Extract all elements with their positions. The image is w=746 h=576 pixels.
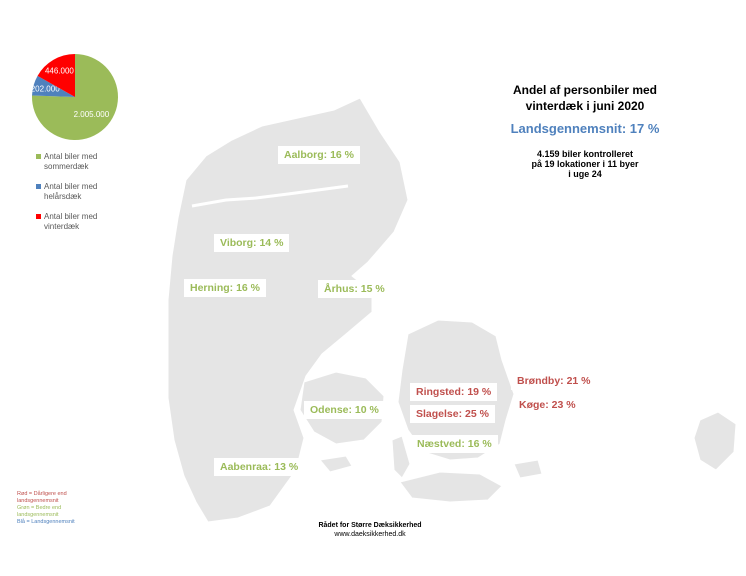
- lolland-landmass: [400, 472, 502, 502]
- city-label-herning: Herning: 16 %: [184, 279, 266, 297]
- note-blue: Blå = Landsgennemsnit: [17, 519, 75, 525]
- color-key-note: [17, 491, 87, 526]
- legend-swatch-winter: [36, 214, 41, 219]
- pie-value-label-winter: 446.000: [44, 66, 74, 76]
- legend-item-winter: [36, 212, 126, 232]
- page-title: [470, 82, 700, 114]
- pie-value-label-summer: 2.005.000: [73, 110, 110, 120]
- city-label-odense: Odense: 10 %: [304, 401, 385, 419]
- city-label-koge: Køge: 23 %: [513, 396, 582, 414]
- legend-swatch-allseason: [36, 184, 41, 189]
- bornholm-landmass: [694, 412, 736, 470]
- national-average: Landsgennemsnit: 17 %: [510, 121, 660, 136]
- legend-item-summer: [36, 152, 126, 172]
- city-label-aabenraa: Aabenraa: 13 %: [214, 458, 304, 476]
- title-line1: Andel af personbiler med: [512, 83, 658, 97]
- city-label-aalborg: Aalborg: 16 %: [278, 146, 360, 164]
- city-label-slagelse: Slagelse: 25 %: [410, 405, 495, 423]
- note-red-line1: Rød = Dårligere end: [17, 491, 67, 497]
- legend-label-winter-line2: vinterdæk: [44, 222, 80, 231]
- legend-swatch-summer: [36, 154, 41, 159]
- legend-label-summer-line2: sommerdæk: [44, 162, 89, 171]
- city-label-aarhus: Århus: 15 %: [318, 280, 391, 298]
- survey-info-line3: i uge 24: [568, 169, 602, 179]
- footer: [300, 521, 440, 539]
- legend-label-winter-line1: Antal biler med: [44, 212, 98, 221]
- pie-value-label-allseason: 202.000: [30, 84, 60, 94]
- legend-item-allseason: [36, 182, 126, 202]
- title-line2: vinterdæk i juni 2020: [525, 99, 645, 113]
- tire-type-pie-chart: [30, 52, 120, 142]
- note-green-line2: landsgennemsnit: [17, 512, 59, 518]
- survey-info-line1: 4.159 biler kontrolleret: [536, 149, 634, 159]
- legend-label-allseason-line1: Antal biler med: [44, 182, 98, 191]
- moen-landmass: [514, 460, 542, 478]
- survey-info-line2: på 19 lokationer i 11 byer: [531, 159, 639, 169]
- langeland-landmass: [392, 436, 410, 478]
- legend-label-allseason-line2: helårsdæk: [44, 192, 82, 201]
- footer-url: www.daeksikkerhed.dk: [334, 531, 406, 538]
- city-label-ringsted: Ringsted: 19 %: [410, 383, 497, 401]
- survey-info: [470, 149, 700, 179]
- aero-landmass: [320, 456, 352, 472]
- city-label-viborg: Viborg: 14 %: [214, 234, 289, 252]
- note-green-line1: Grøn = Bedre end: [17, 505, 62, 511]
- pie-legend: [36, 152, 126, 242]
- city-label-naestved: Næstved: 16 %: [411, 435, 498, 453]
- city-label-brondby: Brøndby: 21 %: [511, 372, 597, 390]
- note-red-line2: landsgennemsnit: [17, 498, 59, 504]
- legend-label-summer-line1: Antal biler med: [44, 152, 98, 161]
- footer-org: Rådet for Større Dæksikkerhed: [318, 522, 422, 529]
